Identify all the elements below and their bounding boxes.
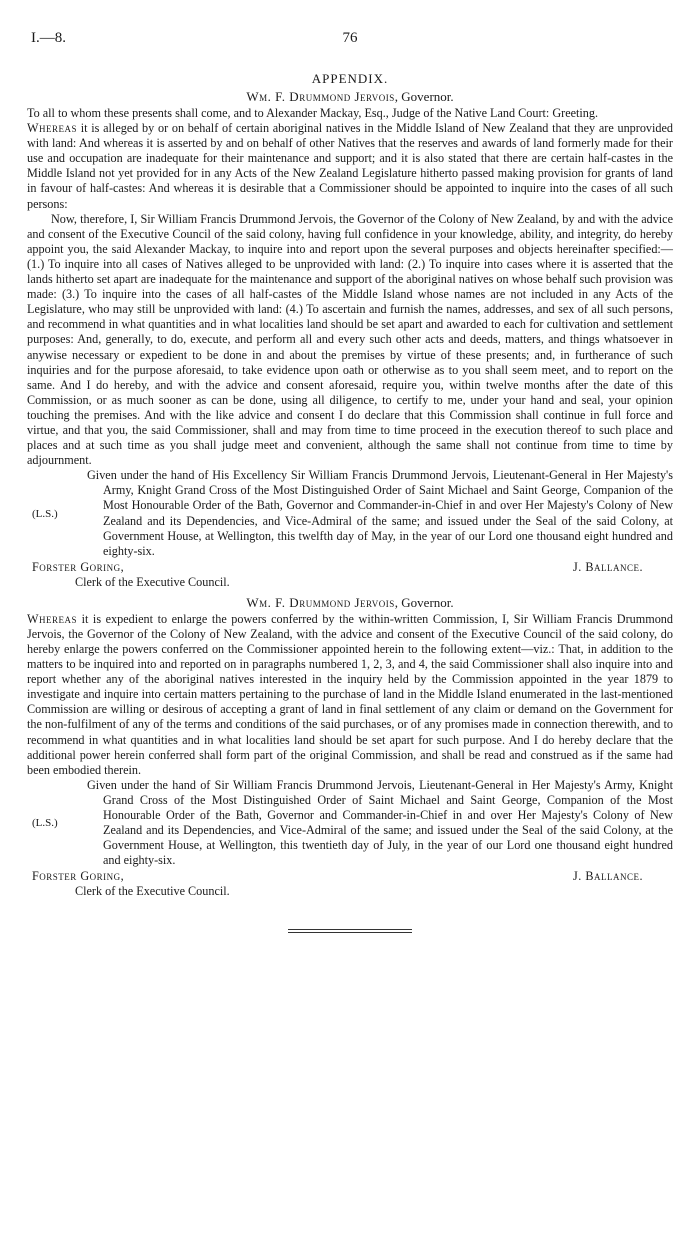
whereas-word: Whereas xyxy=(27,121,78,136)
divider xyxy=(288,929,412,930)
enlargement-section xyxy=(27,594,673,900)
given-under-text: Given under the hand of His Excellency Sir William Francis Drummond Jervois, Lieutenant-General in Her Majesty's Army, Knight Grand Cross of the Most Distinguished Order of Saint Michael and Saint George, Companion of the Most Honourable Order of the Bath, Governor and Commander-in-Chief in and over Her Majesty's Colony of New Zealand and its Dependencies, and Vice-Admiral of the same; and issued under the Seal of the said Colony, at Government House, at Wellington, this twelfth day of May, in the year of our Lord one thousand eight hundred and eighty-six. xyxy=(87,468,673,558)
governor-name: Wm. F. Drummond Jervois xyxy=(246,89,395,104)
given-under-block xyxy=(27,468,673,559)
end-rule xyxy=(288,929,412,933)
seal-mark: (L.S.) xyxy=(32,507,58,520)
clerk-title: Clerk of the Executive Council. xyxy=(75,574,230,589)
given-under-text: Given under the hand of Sir William Francis Drummond Jervois, Lieutenant-General in Her Majesty's Army, Knight Grand Cross of the Most Distinguished Order of Saint Michael and Saint George, Companion of the Most Honourable Order of the Bath, Governor and Commander-in-Chief in and over Her Majesty's Colony of New Zealand and its Dependencies, and Vice-Admiral of the same; and issued under the Seal of the said Colony, at the Government House, at Wellington, this twentieth day of July, in the year of our Lord one thousand eight hundred and eighty-six. xyxy=(87,777,673,868)
page-header xyxy=(27,0,673,56)
minister-signature: J. Ballance. xyxy=(572,869,643,884)
commission-address: To all to whom these presents shall come, and to Alexander Mackay, Esq., Judge of the Native Land Court: Greeting. xyxy=(27,106,599,120)
seal-mark: (L.S.) xyxy=(32,817,58,830)
minister-signature: J. Ballance. xyxy=(572,559,643,574)
document-page xyxy=(27,0,673,935)
governor-title: , Governor. xyxy=(394,89,454,104)
countersignature-line xyxy=(27,559,673,575)
paper-reference: I.—8. xyxy=(31,30,66,46)
given-under-block xyxy=(27,778,673,869)
governor-title: , Governor. xyxy=(394,594,454,610)
governor-name: Wm. F. Drummond Jervois xyxy=(246,594,395,610)
recital-text: it is alleged by or on behalf of certain aboriginal natives in the Middle Island of New Zealand that they are unprovided with land: And whereas it is asserted by and on behalf of other Natives that the reserves and awards of land formerly made for their use and occupation are inadequate for their maintenance and support; and it is also stated that there are certain half-castes in the Middle Island not yet provided for in any Acts of the New Zealand Legislature hitherto passed making provision for grants of land in favour of half-castes: And whereas it is desirable that a Commissioner should be appointed to inquire into the cases of all such persons: xyxy=(27,121,673,211)
governor-signature-line xyxy=(27,594,673,612)
countersignature-line xyxy=(27,868,673,884)
clerk-title: Clerk of the Executive Council. xyxy=(75,884,230,899)
commission-body: Now, therefore, I, Sir William Francis Drummond Jervois, the Governor of the Colony of New Zealand, by and with the advice and consent of the Executive Council of the said colony, having full confidence in your knowledge, ability, and integrity, do hereby appoint you, the said Alexander Mackay, to inquire into and report upon the several purposes and objects hereinafter specified:—(1.) To inquire into all cases of Natives alleged to be unprovided with land: (2.) To inquire into cases where it is asserted that the lands hitherto set apart are inadequate for the maintenance and support of the aboriginal natives on whose behalf such provision was made: (3.) To inquire into the cases of all half-castes of the Middle Island whose names are not included in any Acts of the Legislature, who may still be unprovided with land: (4.) To ascertain and furnish the names, addresses, and sex of all such persons, and recommend in what quantities and in what localities land should be set apart and awarded to each for cultivation and settlement purposes: And, generally, to do, execute, and perform all and every such other acts and deeds, matters, and things whatsoever in anywise necessary or expedient to be done in and about the premises by virtue of these presents; and, in furtherance of such inquiries and for the purpose aforesaid, to take evidence upon oath or otherwise as to you shall seem meet, and to report on the same. And I do hereby, and with the advice and consent aforesaid, require you, within twelve months after the date of this Commission, or as much sooner as can be done, using all diligence, to certify to me, under your hand and seal, your opinion touching the premises. And with the like advice and consent I do declare that this Commission shall continue in full force and virtue, and that you, the said Commissioner, shall and may from time to time proceed in the execution thereof to such place and places and at such time as you shall judge meet and convenient, although the same shall not continue from time to time by adjournment. xyxy=(27,211,673,468)
appendix-title: APPENDIX. xyxy=(311,71,389,86)
commission-recital xyxy=(27,121,673,212)
enlargement-body xyxy=(27,612,673,778)
clerk-signature: Forster Goring, xyxy=(32,559,125,574)
divider xyxy=(288,932,412,933)
page-number: 76 xyxy=(342,30,358,46)
governor-signature-line xyxy=(27,88,673,106)
whereas-word: Whereas xyxy=(27,611,78,626)
commission-section xyxy=(27,88,673,590)
clerk-signature: Forster Goring, xyxy=(32,869,125,884)
enlargement-text: it is expedient to enlarge the powers conferred by the within-written Commission, I, Sir William Francis Drummond Jervois, the Governor of the Colony of New Zealand, with the advice and consent of the Executive Council of the said colony, do hereby enlarge the powers conferred on the Commissioner appointed herein to the following extent—viz.: That, in addition to the matters to be inquired into and reported on in paragraphs numbered 1, 2, 3, and 4, the said Commissioner shall also inquire into and report whether any of the aboriginal natives interested in the inquiry held by the Commission appointed in the year 1879 to investigate and inquire into certain matters pertaining to the purchase of land in the Middle Island enumerated in the last-mentioned Commission are willing or desirous of accepting a grant of land in final settlement of any claim or demand on the Government for the non-fulfilment of any of the terms and conditions of the said purchases, or of any promises made in connection therewith, and to recommend in what quantities and in what localities land should be set apart for such purpose. And I do hereby declare that the additional power herein conferred shall form part of the original Commission, and shall be read and construed as if the same had been embodied therein. xyxy=(27,611,673,777)
